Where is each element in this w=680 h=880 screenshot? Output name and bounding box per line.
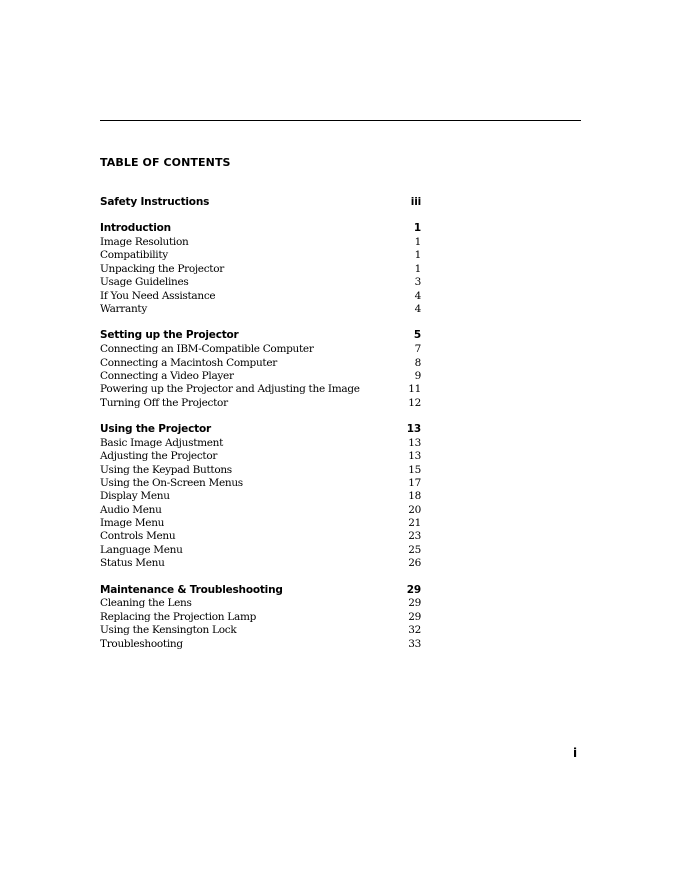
entry-page: 3 [414, 276, 421, 289]
entry-label: Troubleshooting [100, 637, 183, 650]
toc-section-heading[interactable] [100, 423, 421, 436]
toc-entry[interactable] [100, 437, 421, 450]
entry-label: Cleaning the Lens [100, 597, 192, 610]
entry-label: Using the On-Screen Menus [100, 476, 243, 489]
toc-entry[interactable] [100, 490, 421, 503]
entry-label: If You Need Assistance [100, 289, 216, 302]
toc-section [100, 329, 421, 410]
section-title: Maintenance & Troubleshooting [100, 583, 283, 596]
toc-section-heading[interactable] [100, 329, 421, 342]
section-page: 29 [406, 583, 421, 596]
entry-page: 29 [408, 597, 421, 610]
entry-page: 25 [408, 543, 421, 556]
entry-page: 21 [408, 517, 421, 530]
toc-section [100, 423, 421, 571]
toc-heading: TABLE OF CONTENTS [100, 156, 231, 169]
entry-page: 29 [408, 610, 421, 623]
toc-entry[interactable] [100, 357, 421, 370]
entry-page: 1 [414, 249, 421, 262]
entry-label: Compatibility [100, 249, 168, 262]
toc-entry[interactable] [100, 544, 421, 557]
section-title: Safety Instructions [100, 196, 210, 208]
toc-list [100, 196, 421, 664]
toc-entry[interactable] [100, 290, 421, 303]
entry-page: 4 [414, 303, 421, 316]
toc-entry[interactable] [100, 530, 421, 543]
entry-page: 11 [408, 383, 421, 396]
toc-entry[interactable] [100, 370, 421, 383]
entry-page: 23 [408, 530, 421, 543]
entry-label: Adjusting the Projector [100, 450, 218, 463]
toc-entry[interactable] [100, 464, 421, 477]
entry-label: Controls Menu [100, 530, 176, 543]
entry-label: Warranty [100, 303, 147, 316]
entry-page: 1 [414, 236, 421, 249]
entry-page: 9 [414, 369, 421, 382]
toc-entry[interactable] [100, 263, 421, 276]
entry-page: 15 [408, 463, 421, 476]
entry-page: 17 [408, 476, 421, 489]
toc-entry[interactable] [100, 276, 421, 289]
toc-entry[interactable] [100, 504, 421, 517]
entry-label: Audio Menu [100, 503, 162, 516]
entry-label: Connecting a Video Player [100, 369, 234, 382]
toc-entry[interactable] [100, 597, 421, 610]
section-page: iii [410, 196, 421, 208]
toc-section [100, 196, 421, 209]
entry-page: 33 [408, 637, 421, 650]
entry-label: Connecting a Macintosh Computer [100, 356, 277, 369]
toc-entry[interactable] [100, 517, 421, 530]
entry-page: 13 [408, 436, 421, 449]
entry-label: Replacing the Projection Lamp [100, 610, 257, 623]
entry-label: Using the Keypad Buttons [100, 463, 232, 476]
entry-label: Powering up the Projector and Adjusting the Image [100, 383, 360, 396]
toc-entry[interactable] [100, 638, 421, 651]
header-rule [100, 120, 581, 121]
section-page: 13 [406, 423, 421, 436]
entry-label: Using the Kensington Lock [100, 624, 237, 637]
entry-page: 32 [408, 624, 421, 637]
section-page: 5 [413, 329, 421, 342]
toc-section-heading[interactable] [100, 222, 421, 235]
entry-label: Usage Guidelines [100, 276, 189, 289]
entry-page: 12 [408, 396, 421, 409]
page-number: i [573, 746, 578, 760]
entry-label: Status Menu [100, 557, 165, 570]
entry-label: Unpacking the Projector [100, 262, 224, 275]
entry-page: 13 [408, 450, 421, 463]
toc-section-heading[interactable] [100, 196, 421, 209]
toc-section [100, 222, 421, 316]
entry-page: 8 [414, 356, 421, 369]
section-title: Using the Projector [100, 423, 211, 436]
entry-page: 1 [414, 262, 421, 275]
toc-entry[interactable] [100, 397, 421, 410]
toc-entry[interactable] [100, 477, 421, 490]
entry-page: 20 [408, 503, 421, 516]
section-title: Introduction [100, 222, 171, 235]
toc-entry[interactable] [100, 236, 421, 249]
entry-page: 26 [408, 557, 421, 570]
toc-entry[interactable] [100, 303, 421, 316]
toc-entry[interactable] [100, 611, 421, 624]
section-page: 1 [413, 222, 421, 235]
toc-entry[interactable] [100, 343, 421, 356]
entry-page: 4 [414, 289, 421, 302]
toc-entry[interactable] [100, 383, 421, 396]
entry-label: Language Menu [100, 543, 183, 556]
toc-entry[interactable] [100, 450, 421, 463]
entry-label: Display Menu [100, 490, 170, 503]
entry-label: Image Resolution [100, 236, 189, 249]
toc-entry[interactable] [100, 557, 421, 570]
toc-section-heading[interactable] [100, 584, 421, 597]
entry-label: Connecting an IBM-Compatible Computer [100, 343, 314, 356]
toc-entry[interactable] [100, 249, 421, 262]
section-title: Setting up the Projector [100, 329, 239, 342]
entry-page: 7 [414, 343, 421, 356]
entry-label: Image Menu [100, 517, 165, 530]
entry-page: 18 [408, 490, 421, 503]
toc-section [100, 584, 421, 651]
entry-label: Turning Off the Projector [100, 396, 228, 409]
toc-entry[interactable] [100, 624, 421, 637]
entry-label: Basic Image Adjustment [100, 436, 224, 449]
